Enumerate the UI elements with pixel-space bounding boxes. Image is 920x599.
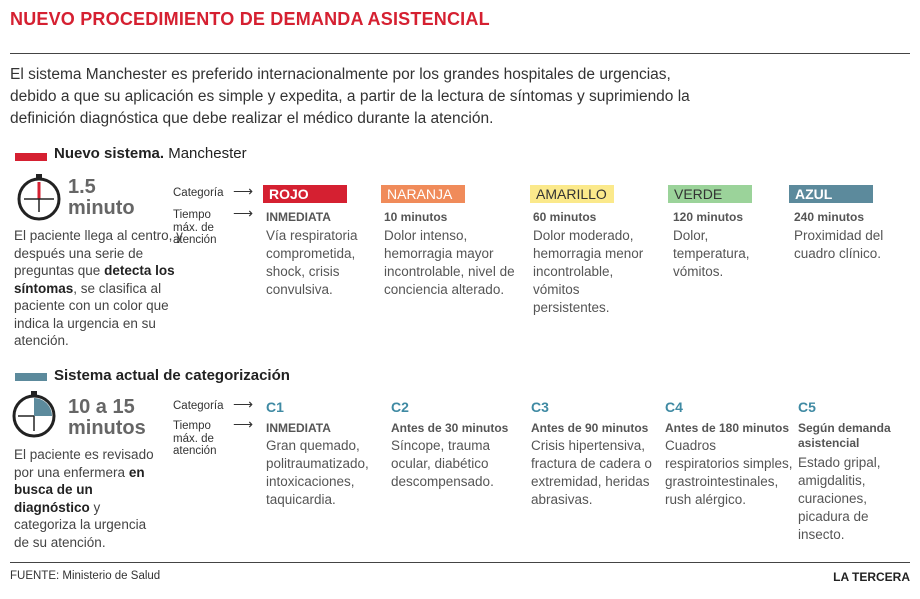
category-description: Síncope, trauma ocular, diabético descompensado. <box>391 438 494 489</box>
category-description: Cuadros respiratorios simples, grastrointestinales, rush alérgico. <box>665 438 793 507</box>
category-time: Antes de 90 minutos <box>531 421 649 435</box>
category-code: C4 <box>665 399 683 415</box>
category-time: Antes de 30 minutos <box>391 421 509 435</box>
current-system-heading <box>54 367 290 384</box>
category-badge-rojo: ROJO <box>263 185 347 203</box>
category-time: Antes de 180 minutos <box>665 421 790 435</box>
intro-paragraph <box>10 64 900 130</box>
intro-line: definición diagnóstica que debe realizar el médico durante la atención. <box>10 110 494 127</box>
arrow-right-icon: ⟶ <box>233 205 254 221</box>
arrow-right-icon: ⟶ <box>233 396 254 412</box>
desc-text: y categoriza la urgencia de su atención. <box>14 499 147 550</box>
desc-bold: en busca de un diagnóstico <box>14 464 145 515</box>
category-time: INMEDIATA <box>266 210 331 224</box>
current-system-description <box>14 446 164 551</box>
new-system-heading-bold: Nuevo sistema. <box>54 145 165 162</box>
category-time: Según demanda asistencial <box>798 421 891 450</box>
category-code: C2 <box>391 399 409 415</box>
new-system-description <box>14 227 192 350</box>
clock-icon <box>16 174 62 222</box>
category-description: Estado gripal, amigdalitis, curaciones, picadura de insecto. <box>798 455 881 542</box>
current-system-time-value: 10 a 15 <box>68 396 135 418</box>
category-label: Categoría <box>173 187 224 199</box>
intro-line: debido a que su aplicación es simple y expedita, a partir de la lectura de síntomas y suprimiendo la <box>10 88 690 105</box>
category-badge-naranja: NARANJA <box>381 185 465 203</box>
category-badge-verde: VERDE <box>668 185 752 203</box>
new-system-heading <box>54 145 247 162</box>
category-description: Dolor, temperatura, vómitos. <box>673 228 750 279</box>
category-time: 60 minutos <box>533 210 597 224</box>
category-time: INMEDIATA <box>266 421 331 435</box>
intro-line: El sistema Manchester es preferido internacionalmente por los grandes hospitales de urgencias, <box>10 66 671 83</box>
category-code: C5 <box>798 399 816 415</box>
category-time: 10 minutos <box>384 210 448 224</box>
category-time: 120 minutos <box>673 210 744 224</box>
time-label: Tiempo máx. de atención <box>173 209 217 246</box>
section-marker-red <box>15 153 47 161</box>
category-description: Crisis hipertensiva, fractura de cadera o extremidad, heridas abrasivas. <box>531 438 652 507</box>
publisher-logo: LA TERCERA <box>833 570 910 584</box>
top-divider <box>10 53 910 54</box>
section-marker-blue <box>15 373 47 381</box>
category-badge-amarillo: AMARILLO <box>530 185 614 203</box>
category-code: C1 <box>266 399 284 415</box>
category-label: Categoría <box>173 400 224 412</box>
arrow-right-icon: ⟶ <box>233 416 254 432</box>
desc-text: , se clasifica al paciente con un color que indica la urgencia en su atención. <box>14 280 169 348</box>
new-system-time-value: 1.5 <box>68 176 96 198</box>
new-system-time <box>68 177 135 219</box>
category-description: Vía respiratoria comprometida, shock, crisis convulsiva. <box>266 228 358 297</box>
clock-icon <box>11 391 57 439</box>
source-note: FUENTE: Ministerio de Salud <box>10 570 161 582</box>
category-time: 240 minutos <box>794 210 865 224</box>
new-system-time-unit: minuto <box>68 197 135 219</box>
category-description: Gran quemado, politraumatizado, intoxicaciones, taquicardia. <box>266 438 369 507</box>
page-title: NUEVO PROCEDIMIENTO DE DEMANDA ASISTENCIAL <box>10 9 490 29</box>
current-system-time-unit: minutos <box>68 417 146 439</box>
time-label: Tiempo máx. de atención <box>173 420 217 457</box>
desc-text: El paciente es revisado por una enfermera <box>14 447 154 480</box>
category-description: Dolor intenso, hemorragia mayor incontrolable, nivel de conciencia alterado. <box>384 228 515 297</box>
bottom-divider <box>10 562 910 563</box>
category-code: C3 <box>531 399 549 415</box>
current-system-heading-bold: Sistema actual de categorización <box>54 367 290 384</box>
desc-bold: detecta los síntomas <box>14 263 175 296</box>
category-badge-azul: AZUL <box>789 185 873 203</box>
desc-text: El paciente llega al centro, y después una serie de preguntas que <box>14 228 183 278</box>
current-system-time <box>68 397 146 439</box>
category-description: Dolor moderado, hemorragia menor incontrolable, vómitos persistentes. <box>533 228 644 315</box>
new-system-heading-rest: Manchester <box>164 145 247 162</box>
category-description: Proximidad del cuadro clínico. <box>794 228 884 261</box>
arrow-right-icon: ⟶ <box>233 183 254 199</box>
